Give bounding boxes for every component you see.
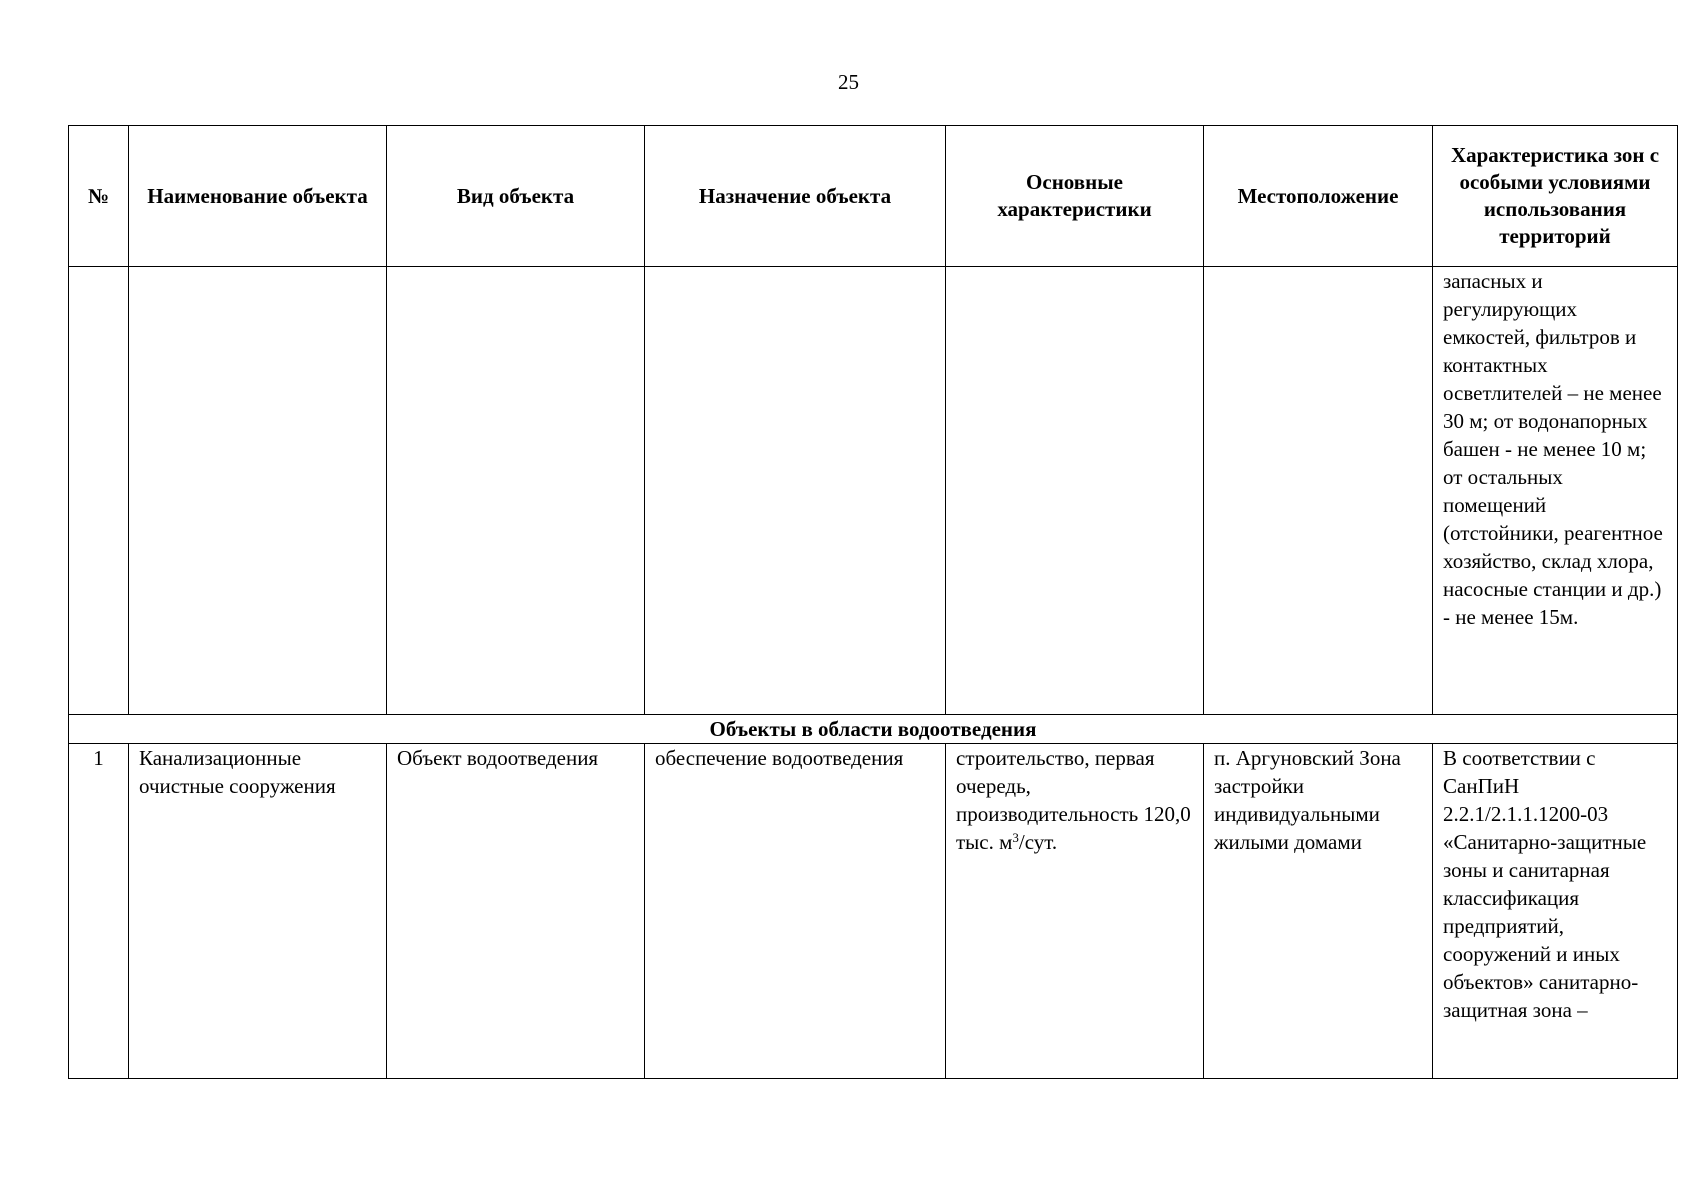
cell-empty bbox=[387, 267, 645, 715]
cell-name: Канализационные очистные сооружения bbox=[129, 744, 387, 1079]
cell-empty bbox=[645, 267, 946, 715]
cell-zones: В соответствии с СанПиН 2.2.1/2.1.1.1200-03 «Санитарно-защитные зоны и санитарная классификация предприятий, сооружений и иных объектов» санитарно-защитная зона – bbox=[1433, 744, 1678, 1079]
characteristics-text: строительство, первая очередь, производительность 120,0 тыс. м bbox=[956, 746, 1191, 854]
cell-empty bbox=[946, 267, 1204, 715]
header-type: Вид объекта bbox=[387, 126, 645, 267]
page-number: 25 bbox=[838, 70, 859, 94]
cell-empty bbox=[1204, 267, 1433, 715]
section-title: Объекты в области водоотведения bbox=[69, 715, 1678, 744]
section-row bbox=[69, 715, 1678, 744]
cell-empty bbox=[69, 267, 129, 715]
header-characteristics: Основные характеристики bbox=[946, 126, 1204, 267]
cell-empty bbox=[129, 267, 387, 715]
header-purpose: Назначение объекта bbox=[645, 126, 946, 267]
table-row-continued bbox=[69, 267, 1678, 715]
cell-location: п. Аргуновский Зона застройки индивидуальными жилыми домами bbox=[1204, 744, 1433, 1079]
cell-purpose: обеспечение водоотведения bbox=[645, 744, 946, 1079]
cell-zones-continued: запасных и регулирующих емкостей, фильтров и контактных осветлителей – не менее 30 м; от водонапорных башен - не менее 10 м; от остальных помещений (отстойники, реагентное хозяйство, склад хлора, насосные станции и др.) - не менее 15м. bbox=[1433, 267, 1678, 715]
characteristics-tail: /сут. bbox=[1018, 830, 1058, 854]
table-row bbox=[69, 744, 1678, 1079]
header-name: Наименование объекта bbox=[129, 126, 387, 267]
characteristics-superscript: 3 bbox=[1012, 830, 1019, 845]
header-num: № bbox=[69, 126, 129, 267]
objects-table bbox=[68, 125, 1678, 1079]
cell-characteristics bbox=[946, 744, 1204, 1079]
header-location: Местоположение bbox=[1204, 126, 1433, 267]
table-header-row bbox=[69, 126, 1678, 267]
header-zones: Характеристика зон с особыми условиями использования территорий bbox=[1433, 126, 1678, 267]
cell-type: Объект водоотведения bbox=[387, 744, 645, 1079]
cell-num: 1 bbox=[69, 744, 129, 1079]
